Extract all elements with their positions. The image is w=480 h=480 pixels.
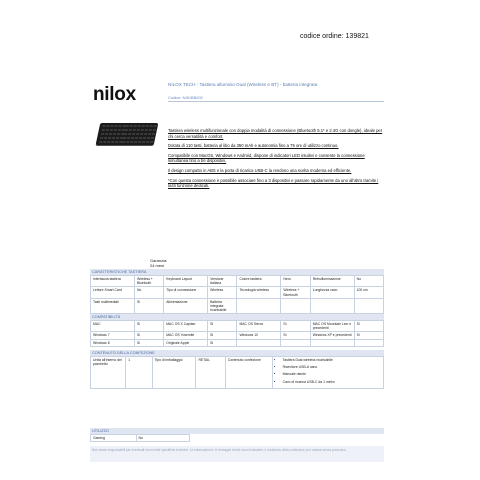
table-row xyxy=(91,276,384,287)
box-items-cell xyxy=(272,357,383,389)
product-code: Codice: NXKBB002 xyxy=(168,95,203,100)
table-cell: Sì xyxy=(208,321,237,332)
table-cell: Wireless + Bluetooth xyxy=(281,287,310,298)
table-cell: Alimentazione xyxy=(164,298,208,314)
table-cell: MAC OS Yosemite xyxy=(164,332,208,339)
section-compat-heading: COMPATIBILITÀ xyxy=(90,314,384,320)
table-cell: Unità all'interno del pacchetto xyxy=(91,357,126,389)
table-cell: Windows 8 xyxy=(91,339,135,346)
table-cell: Sì xyxy=(134,332,163,339)
section-box-heading: CONTENUTO DELLA CONFEZIONE xyxy=(90,350,384,356)
table-cell: Lettore Smart Card xyxy=(91,287,135,298)
usage-table xyxy=(90,434,190,442)
table-cell: Wireless xyxy=(208,287,237,298)
product-title: NILOX TECH - Tastiera alluminio Dual (Wireless e BT) - batteria integrata xyxy=(168,82,318,87)
list-item: • Cavo di ricarica USB-C da 1 metro xyxy=(283,380,381,384)
table-cell xyxy=(237,339,281,346)
header-divider xyxy=(168,101,384,102)
table-cell: MAC OS X Capitan xyxy=(164,321,208,332)
table-cell: Sì xyxy=(354,332,383,339)
list-item: • Manuale utente xyxy=(283,372,381,376)
table-cell: Sì xyxy=(134,298,163,314)
table-cell: Sì xyxy=(208,332,237,339)
section-usage-heading: UTILIZZO xyxy=(90,428,384,434)
keyboard-key xyxy=(152,129,155,131)
table-cell: Interfaccia tastiera xyxy=(91,276,135,287)
nilox-logo: nilox xyxy=(93,84,136,105)
keyboard-key xyxy=(153,125,156,127)
table-cell: RETAIL xyxy=(196,357,225,389)
description-paragraph: Compatibile con MacOS, Windows e Android, dispone di indicatori LED intuitivi e consente la connessione simultanea fino a tre dispositivi. xyxy=(168,152,365,164)
list-item: • Ricevitore USB-A nano xyxy=(283,365,381,369)
table-row xyxy=(91,321,384,332)
compat-table xyxy=(90,320,384,347)
table-cell: 1 xyxy=(126,357,152,389)
description-paragraph: Tastiera wireless multifunzionale con doppia modalità di connessione (Bluetooth 5.1* e 2.4G con dongle), ideale per chi cerca versatilità e comfort. xyxy=(168,128,383,139)
table-cell xyxy=(310,298,354,314)
table-cell: No xyxy=(354,276,383,287)
warranty-block xyxy=(150,258,167,268)
order-code: codice ordine: 139821 xyxy=(300,33,369,40)
table-cell: Retroilluminazione xyxy=(310,276,354,287)
table-cell: No xyxy=(136,435,189,442)
table-cell: Colore tastiera xyxy=(237,276,281,287)
table-cell: Windows 10 xyxy=(237,332,281,339)
table-cell: Sì xyxy=(208,339,237,346)
table-cell: Versione Italiana xyxy=(208,276,237,287)
product-description xyxy=(168,128,384,193)
table-cell: Contenuto confezione xyxy=(225,357,272,389)
warranty-label: Garanzia: xyxy=(150,258,168,263)
table-cell: Wireless + Bluetooth xyxy=(134,276,163,287)
table-row xyxy=(91,435,190,442)
table-cell xyxy=(237,298,281,314)
table-cell xyxy=(281,339,310,346)
table-cell: Gaming xyxy=(91,435,137,442)
table-row xyxy=(91,287,384,298)
table-cell: MAC OS Sierra xyxy=(237,321,281,332)
table-cell: Windows XP e precedenti xyxy=(310,332,354,339)
table-cell: MAC xyxy=(91,321,135,332)
table-row xyxy=(91,332,384,339)
box-table xyxy=(90,356,384,389)
table-cell: Sì xyxy=(354,321,383,332)
keyboard-key xyxy=(151,133,154,135)
table-cell: Sì xyxy=(281,332,310,339)
table-cell: MAC OS Mountain Lion e precedenti xyxy=(310,321,354,332)
box-items-list xyxy=(275,358,381,384)
table-cell: Tipo di connessione xyxy=(164,287,208,298)
list-item: • Tastiera Dual wireless ricaricabile xyxy=(283,358,381,362)
table-row xyxy=(91,339,384,346)
table-cell: Sì xyxy=(134,321,163,332)
description-paragraph: Il design compatto in ABS e la porta di ricarica USB-C la rendono una scelta moderna ed efficiente. xyxy=(168,167,352,173)
table-cell xyxy=(354,339,383,346)
table-cell xyxy=(281,298,310,314)
description-paragraph: Dotata di 110 tasti, batteria al litio da 350 mAh e autonomia fino a 75 ore di utilizzo continuo. xyxy=(168,143,339,149)
table-row xyxy=(91,298,384,314)
disclaimer: Non siamo responsabili per eventuali errori nelle specifiche tecniche. Le informazioni e le immagini fornite sono indicative; il contenuto della confezione può variare senza preavviso. xyxy=(90,446,384,462)
section-features-heading: CARATTERISTICHE TASTIERA xyxy=(90,269,384,275)
table-cell: Keyboard Layout xyxy=(164,276,208,287)
table-cell xyxy=(354,298,383,314)
keyboard-key xyxy=(151,137,154,139)
keyboard-image xyxy=(96,123,159,145)
warranty-value: 24 mesi xyxy=(150,263,165,268)
table-cell: Tasti multimediali xyxy=(91,298,135,314)
features-table xyxy=(90,275,384,314)
table-cell: Nero xyxy=(281,276,310,287)
table-cell: Batteria integrata ricaricabile xyxy=(208,298,237,314)
table-cell: No xyxy=(134,287,163,298)
keyboard-key xyxy=(150,141,153,143)
table-cell: 100 cm xyxy=(354,287,383,298)
table-cell: Tecnologia wireless xyxy=(237,287,281,298)
table-cell: Originale Apple xyxy=(164,339,208,346)
table-cell: Sì xyxy=(281,321,310,332)
table-cell: Sì xyxy=(134,339,163,346)
table-cell: Windows 7 xyxy=(91,332,135,339)
table-row xyxy=(91,357,384,389)
table-cell: Tipo di imballaggio xyxy=(152,357,196,389)
table-cell: Lunghezza cavo xyxy=(310,287,354,298)
table-cell xyxy=(310,339,354,346)
description-paragraph: *Con questa connessione è possibile associare fino a 3 dispositivi e passare rapidamente da uno all'altro tramite i tasti funzione dedicati. xyxy=(168,177,379,189)
